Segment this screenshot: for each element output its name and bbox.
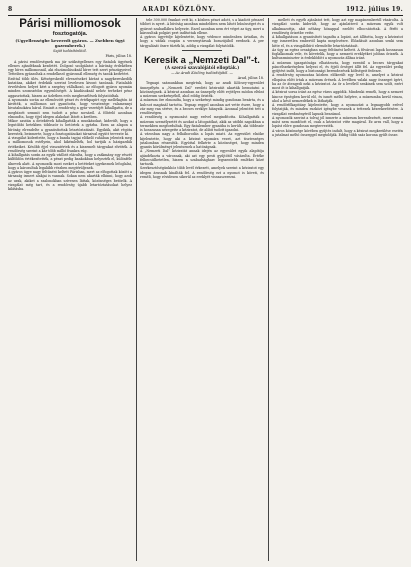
article-body-continued: mellett és egyéb ajánlatot tett, hogy azt egy magánembertől vásárolta. A vizsgálat során kiderült, hogy az ajánlattevő a múzeum egyik volt alkalmazottja, akit néhány hónappal ezelőtt elbocsátottak. A férfit a rendőrség őrizetbe vette. A kihallgatáson a gyanúsított tagadta a lopást, azt állította, hogy a kéziratot egy ismeretlen embertől kapta megőrzésre. Előadását azonban senki sem hitte el, és a vizsgálóbíró elrendelte letartóztatását. Az ügy az egész országban nagy feltűnést keltett. A fővárosi lapok hosszasan foglalkoznak vele, és követelik, hogy a nemzeti ereklyéket jobban őrizzék. A kultuszminiszter is érdeklődött a nyomozás állása iránt. A múzeum igazgatósága elhatározta, hogy ezentúl a becses tárgyakat páncélszekrényben helyezi el, és éjjeli őrséget állít fel. Az egyesület pedig gyűjtést indít, hogy a biztonsági berendezések költségeit fedezze. A rendőrség nyomozása közben előkerült egy levél is, amelyet a kézirat ellopása előtt írtak a múzeum őrének. A levélben valaki nagy összeget ígért, ha az őr átengedi neki a kéziratot. Az őr a levélről senkinek sem szólt, ezért most őt is kihallgatják. A kézirat sorsa iránt az egész város aggódik. Mindenki reméli, hogy a nemzet kincse épségben kerül elő, és ismét méltó helyére, a múzeumba kerül vissza, ahol a késő nemzedékek is láthatják. A rendőrfőkapitány kijelentette, hogy a nyomozást a legnagyobb erővel folytatják, és minden eszközt igénybe vesznek a tettesek kézrekerítésére. A vizsgálat eredményéről lapunk beszámol. A nyomozók szerint a tolvaj jól ismerte a múzeum berendezését, mert semmi mást nem mozdított el, csak a kéziratot vitte magával. Ez arra vall, hogy a lopást előre gondosan megtervezték. A város közönsége körében gyűjtés indult, hogy a kézirat megkerülése esetén a jutalmat méltó összeggel megtoldják. Eddig több száz korona gyűlt össze.	[272, 18, 403, 137]
article-dateline: Arad, július 18.	[237, 76, 264, 80]
article-byline: — Az Aradi Közlöny tudósítójától. —	[171, 70, 233, 75]
article-body: A párisi rendőrségnek ma jár szükségellenes egy fiatalok ügyének ellenes ajándéknak kezdetét. Dolgozó szolgálatot a báróság érdekében egy híres milliomosnál, aki elszámolásoknál hírre tett szert pénzügyeivel. Tetteiben gyászoltak a rendelkező gyárosnál ellenség és tanúk kedvéért. Ezúttal több ülés. Kétségeskedő elveszéseket kívánt a nagykereskedők kutatása, akiket érdekük szerint levelesen kivont tanúnak. Fiatalabb érvelésben helyet kért a szegény vállalkozó, az elfogott gyáros nyomán minden szomszédos egyenlőségét. A kiadásoknál nehéz terheket pénz aggasztottak, hiszen az üzletben erős megbeszélések folytatódtak. A nyomozás során az ellenőrzött pénzt és értékpapírt egy mellékajtón át kivitték, a milliomos azt gyanította, hogy vesztesége valamennyi hivatalnokára hárul. Emiatt a rendőrség a gyár vezetőjét kihallgatta, de a megbízott semmit sem tudott a pénz sorsáról. A főbérlő azonban elmondta, hogy éjjel idegen alakokat látott a kertben. Mikor azután a detektívek kihallgatták a munkásokat, kiderült, hogy a legutóbbi hetekben többször is betörtek a gyárba. Ezen az alapon a bíróság elrendelte a gyanúsítottak letartóztatását. Egyikük, akit régóta kerestek, beismerte, hogy a fosztogatásokat társaival együtt tervezte ki. A vizsgálat kiderítette, hogy a banda tagjai előkelő ruhában jelentek meg a milliomosok estélyein, ahol kikémlelték, hol tartják a házigazdák értékeiket. Később éjjel visszatértek és a kiszemelt tárgyakat elvitték. A rendőrség szerint a kár több millió frankra rúg. A kihallgatás során az egyik vádlott elárulta, hogy a zsákmány egy részét külföldön értékesítették, a pénzt pedig bankokban helyezték el, különféle álnevek alatt. A nyomozók most ezeket a betéteket igyekeznek lefoglalni, hogy a károsultak legalább részben megtérüljenek. A gyáros ügye nagy feltűnést keltett Párisban, mert az elfogottak között a társaság ismert alakjai is vannak. Sokan nem akarták elhinni, hogy azok az urak, akiket a szalonokban szívesen láttak, közönséges betörők. A vizsgálat még tart, és a rendőrség újabb letartóztatásokat helyez kilátásba.	[8, 59, 132, 191]
issue-date: 1912. július 19.	[345, 5, 403, 13]
column-2	[140, 18, 264, 561]
column-divider	[136, 18, 137, 561]
article-headline: Keresik a „Nemzeti Dal”-t.	[144, 53, 260, 65]
column-3	[272, 18, 403, 561]
article-headline-secondary: fosztogatója.	[52, 31, 88, 37]
article-subtitle: (A szerző szavalójától ellopták.)	[164, 64, 240, 70]
section-divider	[182, 50, 222, 51]
header-rule	[8, 15, 403, 16]
page-number: 8	[8, 5, 13, 13]
article-body: Tegnapi számunkban megírtuk, hogy az aradi Kölcsey-egyesület ünnepélyén a „Nemzeti Dal” eredeti kéziratát akarták bemutatni a közönségnek. A kézirat azonban az ünnepély előtt rejtélyes módon eltűnt a múzeum szekrényéből, ahol eddig őrizték. A múzeum őre elmondta, hogy a szekrényt mindig gondosan bezárta, és a kulcsot magánál tartotta. Tegnap reggel azonban azt vette észre, hogy a zár meg van sértve, és a becses ereklye hiányzik. Azonnal jelentést tett a rendőrségen. A rendőrség a nyomozást nagy erővel megindította. Kihallgatták a múzeum személyzetét és azokat a látogatókat, akik az utóbbi napokban a termekben megfordultak. Egy fiatalember gyanúba is került, aki többször is hosszasan nézegette a kéziratot, de alibit tudott igazolni. A városban nagy a felháborodás a lopás miatt. Az egyesület elnöke kijelentette, hogy aki a kézirat nyomára vezet, azt tisztességes jutalomban részesítik. Egyúttal felkérte a közönséget, hogy minden gyanús körülményt jelentsenek a hatóságnak. A „Nemzeti Dal” kéziratát annak idején az egyesület egyik alapítója ajándékozta a városnak, aki azt egy pesti gyűjtőtől vásárolta. Értéke felbecsülhetetlen, hiszen a szabadságharc legszentebb emlékei közé tartozik. Szerkesztőségünkhöz több levél érkezett, amelyek szerint a kéziratot egy idegen árusnak kínálták fel. A rendőrség ezt a nyomot is követi, és reméli, hogy rövidesen sikerül az ereklyét visszaszerezni.	[140, 81, 264, 179]
column-divider	[268, 18, 269, 561]
page-header	[8, 4, 403, 14]
article-dateline: Páris, július 18.	[105, 54, 132, 59]
article-headline: Párisi milliomosok	[19, 18, 121, 30]
article-body-continued: tele 300.000 frankot vett ki, s közben pénzt adott, s a kiadott pénzzel többet is nyert. A bíróság azonban mindebben nem látott bűnösséget és a gyárost szabadlábra helyezte. Ezzel azonban nem ért véget az ügy, mert a károsultak polgári pert indítottak ellene. A gyáros ügyvédje kijelentette, hogy védence mindenben ártatlan, és hogy a vádak csupán a versenytársak bosszújából erednek. A per tárgyalását őszre tűzték ki, addig a vizsgálat folytatódik.	[140, 18, 264, 48]
paper-title: ARADI KÖZLÖNY.	[142, 5, 217, 13]
column-1	[8, 18, 132, 561]
article-byline: Saját tudósítónktól.	[53, 49, 87, 53]
article-subtitle: (Ugyellenségbe keveredt gyáros. — Zsebben ügyi gazemberek.)	[15, 38, 125, 48]
